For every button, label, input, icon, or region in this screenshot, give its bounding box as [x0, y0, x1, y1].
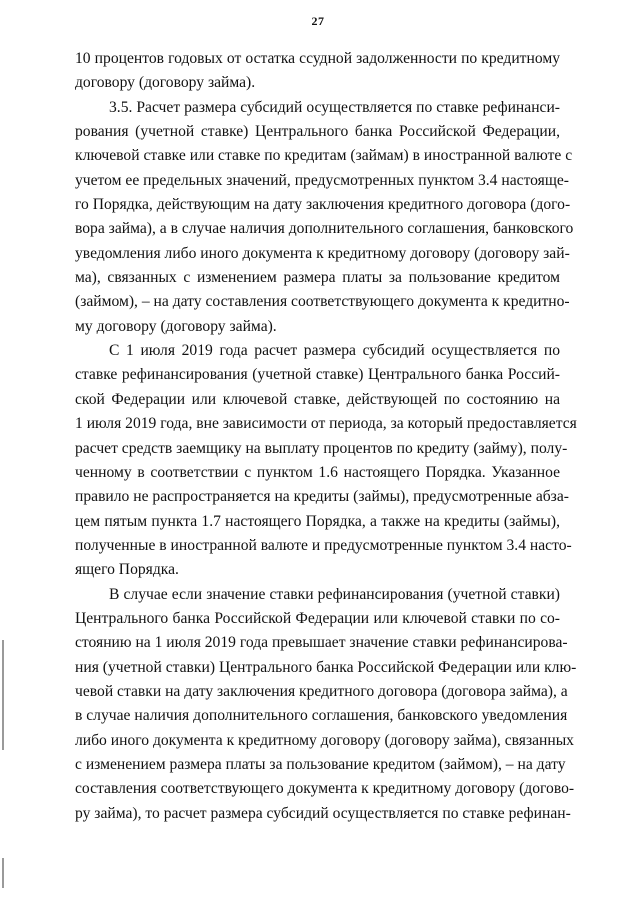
text-line: ставке рефинансирования (учетной ставке) Центрального банка Россий- [75, 366, 560, 384]
paragraph [75, 96, 574, 339]
text-line: го Порядка, действующим на дату заключения кредитного договора (дого- [75, 196, 571, 214]
text-line: Центрального банка Российской Федерации или ключевой ставки по со- [75, 609, 560, 627]
text-line: 10 процентов годовых от остатка ссудной задолженности по кредитному [75, 50, 560, 67]
paragraph [75, 339, 577, 582]
text-line: полученные в иностранной валюте и предусмотренные пунктом 3.4 насто- [75, 536, 572, 554]
text-line: С 1 июля 2019 года расчет размера субсидий осуществляется по [109, 342, 560, 360]
text-line: (займом), – на дату составления соответствующего документа к кредитно- [75, 293, 570, 311]
text-line: составления соответствующего документа к кредитному договору (догово- [75, 780, 575, 798]
text-line: либо иного документа к кредитному договору (договору займа), связанных [75, 731, 574, 749]
text-line: с изменением размера платы за пользование кредитом (займом), – на дату [75, 755, 566, 773]
text-line: цем пятым пункта 1.7 настоящего Порядка, а также на кредиты (займы), [75, 512, 560, 530]
text-line: 3.5. Расчет размера субсидий осуществляется по ставке рефинанси- [109, 98, 560, 116]
text-line: 1 июля 2019 года, вне зависимости от периода, за который предоставляется [75, 415, 577, 433]
text-line: ма), связанных с изменением размера платы за пользование кредитом [75, 269, 560, 287]
text-line: ченному в соответствии с пунктом 1.6 настоящего Порядка. Указанное [75, 463, 560, 481]
text-line: вора займа), а в случае наличия дополнительного соглашения, банковского [75, 220, 574, 238]
text-line: ключевой ставке или ставке по кредитам (займам) в иностранной валюте с [75, 147, 573, 165]
scan-edge-mark [2, 858, 4, 888]
text-line: договору (договору займа). [75, 74, 256, 92]
paragraph [75, 47, 560, 96]
text-line: ния (учетной ставки) Центрального банка Российской Федерации или клю- [75, 658, 577, 676]
text-line: рования (учетной ставке) Центрального банка Российской Федерации, [75, 123, 560, 141]
text-line: уведомления либо иного документа к кредитному договору (договору зай- [75, 244, 570, 262]
text-line: ру займа), то расчет размера субсидий осуществляется по ставке рефинан- [75, 804, 571, 822]
scan-edge-mark [2, 640, 4, 750]
body-text [75, 47, 577, 826]
text-line: учетом ее предельных значений, предусмотренных пунктом 3.4 настояще- [75, 171, 569, 189]
text-line: чевой ставки на дату заключения кредитного договора (договора займа), а [75, 682, 568, 700]
text-line: расчет средств заемщику на выплату процентов по кредиту (займу), полу- [75, 439, 568, 457]
text-line: ской Федерации или ключевой ставке, действующей по состоянию на [75, 390, 560, 408]
text-line: В случае если значение ставки рефинансирования (учетной ставки) [109, 585, 560, 603]
paragraph [75, 583, 577, 826]
text-line: правило не распространяется на кредиты (займы), предусмотренные абза- [75, 488, 569, 506]
text-line: стоянию на 1 июля 2019 года превышает значение ставки рефинансирова- [75, 634, 568, 652]
text-line: в случае наличия дополнительного соглашения, банковского уведомления [75, 707, 568, 725]
page-number: 27 [311, 14, 325, 28]
text-line: му договору (договору займа). [75, 317, 277, 335]
text-line: ящего Порядка. [75, 561, 179, 579]
